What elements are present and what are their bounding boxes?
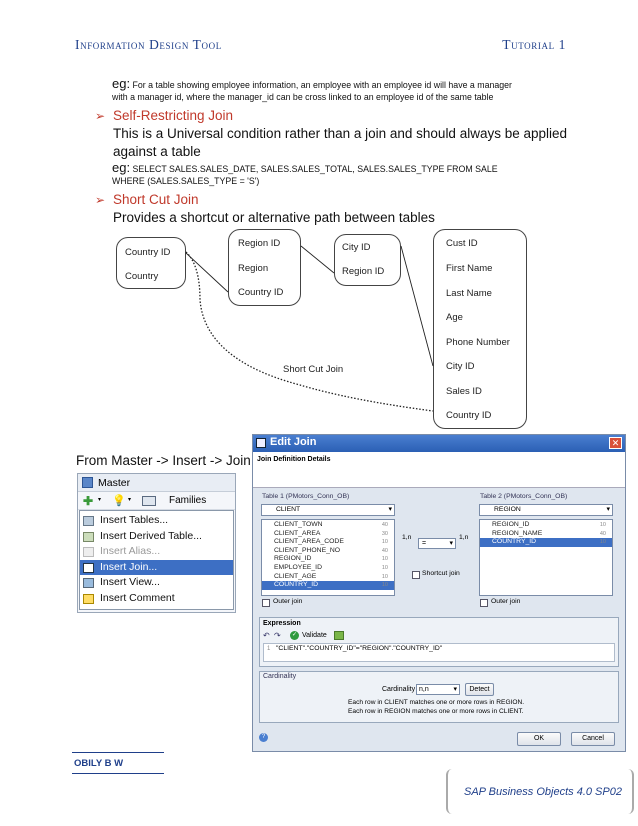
cancel-button[interactable]: Cancel: [571, 732, 615, 746]
join-icon: [256, 438, 266, 448]
diagram-field: Last Name: [446, 288, 492, 299]
bullet-title-self-restricting: Self-Restricting Join: [113, 108, 234, 123]
diagram-field: Region: [238, 263, 269, 274]
column-size: 10: [381, 556, 388, 563]
menu-item-insert-alias[interactable]: [80, 544, 233, 560]
diagram-field: City ID: [446, 361, 475, 372]
expression-editor[interactable]: [263, 643, 615, 662]
header-title: Information Design Tool: [75, 37, 222, 52]
cardinality-description-1: Each row in CLIENT matches one or more rows in REGION.: [348, 699, 525, 706]
chevron-down-icon: ▾: [453, 686, 457, 693]
derived-table-icon: [83, 532, 94, 542]
expression-label: Expression: [263, 620, 301, 627]
menu-item-label: Insert Comment: [100, 591, 175, 604]
comment-icon: [83, 594, 94, 604]
outer-join-2-checkbox[interactable]: [480, 599, 488, 607]
shortcut-join-checkbox[interactable]: [412, 571, 420, 579]
column-item[interactable]: [262, 538, 394, 547]
redo-icon[interactable]: ↷: [274, 631, 281, 640]
eg-sql-line-2: WHERE (SALES.SALES_TYPE = 'S'): [112, 176, 260, 186]
master-toolbar: [78, 492, 235, 510]
cardinality-description-2: Each row in REGION matches one or more rows in CLIENT.: [348, 708, 524, 715]
check-icon: ✓: [291, 632, 298, 638]
validate-button[interactable]: Validate: [302, 632, 327, 639]
families-icon: [142, 496, 156, 506]
footer-product: SAP Business Objects 4.0 SP02: [464, 786, 622, 798]
menu-item-label: Insert Join...: [100, 560, 158, 573]
detect-button[interactable]: Detect: [465, 683, 494, 696]
close-icon[interactable]: ✕: [609, 437, 622, 449]
bullet-line-1: This is a Universal condition rather than a join and should always be applied: [113, 126, 568, 141]
shortcut-join-label: Short Cut Join: [283, 364, 344, 375]
column-item[interactable]: [262, 547, 394, 556]
column-size: 10: [381, 582, 388, 589]
column-item[interactable]: [480, 530, 612, 539]
menu-item-insert-join[interactable]: [80, 560, 233, 576]
column-item-selected[interactable]: [262, 581, 394, 590]
column-name: REGION_ID: [492, 521, 530, 528]
menu-item-insert-tables[interactable]: [80, 513, 233, 529]
outer-join-1-checkbox[interactable]: [262, 599, 270, 607]
column-size: 30: [381, 530, 388, 537]
expression-panel: [259, 617, 619, 667]
outer-join-1-label: Outer join: [273, 598, 303, 605]
column-name: COUNTRY_ID: [274, 581, 319, 589]
dialog-titlebar: [253, 435, 625, 452]
eg-line-1: For a table showing employee information, an employee with an employee id will have a manager: [132, 80, 512, 90]
diagram-field: First Name: [446, 263, 493, 274]
diagram-field: Country ID: [125, 247, 171, 258]
shortcut-join-label: Shortcut join: [422, 570, 460, 577]
column-name: CLIENT_AREA: [274, 529, 321, 537]
column-name: CLIENT_AGE: [274, 572, 317, 580]
cardinality-label: Cardinality: [382, 686, 416, 693]
eg-line-2: with a manager id, where the manager_id can be cross linked to an employee id of the same table: [112, 92, 494, 102]
menu-item-label: Insert Tables...: [100, 514, 169, 526]
undo-icon[interactable]: ↶: [263, 631, 270, 640]
help-icon[interactable]: ?: [259, 733, 268, 742]
footer-rule-top: [72, 752, 164, 753]
cardinality-value: n,n: [419, 686, 429, 693]
column-name: CLIENT_TOWN: [274, 521, 323, 528]
join-line: [301, 246, 334, 273]
master-tab[interactable]: [78, 474, 235, 492]
column-item[interactable]: [262, 521, 394, 530]
arrow-bullet-icon: ➢: [95, 193, 106, 207]
menu-item-label: Insert Derived Table...: [100, 529, 202, 542]
dialog-title: Edit Join: [270, 436, 317, 448]
eg-sql-line-1: SELECT SALES.SALES_DATE, SALES.SALES_TOTAL, SALES.SALES_TYPE FROM SALE: [132, 164, 498, 174]
join-icon: [83, 563, 94, 573]
menu-path-text: From Master -> Insert -> Join: [76, 453, 251, 468]
add-icon[interactable]: ✚: [83, 494, 94, 508]
master-title: Master: [98, 477, 131, 489]
bullet-line-2: against a table: [113, 144, 201, 159]
column-size: 10: [381, 573, 388, 580]
ok-button[interactable]: OK: [517, 732, 561, 746]
diagram-field: Region ID: [342, 266, 385, 277]
join-line: [186, 253, 228, 292]
chevron-down-icon: ▾: [449, 540, 453, 547]
bulb-icon[interactable]: 💡: [112, 495, 126, 507]
table1-columns: [261, 519, 395, 596]
column-size: 40: [381, 522, 388, 528]
column-name: CLIENT_PHONE_NO: [274, 546, 341, 554]
table2-label: Table 2 (PMotors_Conn_OB): [480, 493, 568, 500]
diagram-field: Cust ID: [446, 238, 478, 249]
column-size: 40: [599, 530, 606, 537]
chevron-down-icon: ▾: [606, 506, 610, 513]
diagram-field: Phone Number: [446, 337, 510, 348]
column-item[interactable]: [262, 564, 394, 573]
cardinality-section-label: Cardinality: [263, 673, 297, 680]
column-name: REGION_ID: [274, 555, 312, 563]
table2-select-value: REGION: [494, 506, 521, 513]
column-item[interactable]: [262, 573, 394, 582]
bullet-title-shortcut: Short Cut Join: [113, 192, 199, 207]
menu-item-label: Insert View...: [100, 576, 160, 589]
join-line: [401, 246, 433, 366]
diagram-field: Age: [446, 312, 463, 323]
column-item[interactable]: [480, 521, 612, 530]
expression-text: "CLIENT"."COUNTRY_ID"="REGION"."COUNTRY_ID": [276, 645, 443, 652]
column-size: 10: [599, 539, 606, 546]
table1-label: Table 1 (PMotors_Conn_OB): [262, 493, 350, 500]
menu-item-insert-view[interactable]: [80, 575, 233, 591]
menu-item-insert-comment[interactable]: [80, 591, 233, 607]
edit-sql-icon[interactable]: [334, 631, 344, 640]
cardinality-select[interactable]: [416, 684, 460, 695]
operator-select[interactable]: [418, 538, 456, 549]
master-icon: [82, 477, 93, 488]
footer-author: OBILY B W: [74, 758, 124, 769]
column-size: 10: [381, 564, 388, 571]
eg-label: eg:: [112, 76, 131, 91]
footer-product-box: [446, 769, 634, 814]
insert-menu: [79, 510, 234, 610]
dialog-subtitle: Join Definition Details: [257, 456, 331, 463]
families-label[interactable]: Families: [169, 495, 207, 506]
column-size: 40: [381, 547, 388, 554]
dropdown-arrow-icon[interactable]: ▾: [98, 497, 102, 503]
column-name: CLIENT_AREA_CODE: [274, 538, 344, 546]
diagram-field: Country ID: [446, 410, 492, 421]
diagram-field: Country: [125, 271, 159, 282]
column-item-selected[interactable]: [480, 538, 612, 547]
table-icon: [83, 516, 94, 526]
diagram-field: Region ID: [238, 238, 281, 249]
menu-item-label: Insert Alias...: [100, 545, 161, 558]
line-number: 1: [267, 646, 271, 652]
table1-select[interactable]: [261, 504, 395, 516]
chevron-down-icon: ▾: [388, 506, 392, 513]
column-name: COUNTRY_ID: [492, 538, 537, 546]
column-name: EMPLOYEE_ID: [274, 563, 322, 571]
eg-label: eg:: [112, 160, 131, 175]
cardinality-panel: [259, 671, 619, 723]
bullet-line-3: Provides a shortcut or alternative path between tables: [113, 210, 435, 225]
diagram-field: Sales ID: [446, 386, 482, 397]
edit-join-dialog: [252, 434, 626, 752]
column-name: REGION_NAME: [492, 529, 543, 537]
column-item[interactable]: [262, 530, 394, 539]
operator-value: =: [422, 540, 427, 547]
dialog-header: [253, 452, 625, 488]
column-size: 10: [599, 522, 606, 528]
master-menu-screenshot: [77, 473, 236, 613]
dropdown-arrow-icon[interactable]: ▾: [128, 497, 132, 503]
table2-select[interactable]: [479, 504, 613, 516]
view-icon: [83, 578, 94, 588]
alias-icon: [83, 547, 94, 557]
table1-select-value: CLIENT: [276, 506, 301, 513]
menu-item-insert-derived-table[interactable]: [80, 529, 233, 545]
header-tutorial: Tutorial 1: [502, 37, 566, 52]
diagram-field: Country ID: [238, 287, 284, 298]
table2-columns: [479, 519, 613, 596]
column-size: 10: [381, 539, 388, 546]
diagram-field: City ID: [342, 242, 371, 253]
column-item[interactable]: [262, 555, 394, 564]
arrow-bullet-icon: ➢: [95, 109, 106, 123]
shortcut-join-line: [186, 252, 433, 411]
outer-join-2-label: Outer join: [491, 598, 521, 605]
footer-rule-bottom: [72, 773, 164, 774]
cardinality-left: 1,n: [402, 534, 412, 541]
cardinality-right: 1,n: [459, 534, 469, 541]
